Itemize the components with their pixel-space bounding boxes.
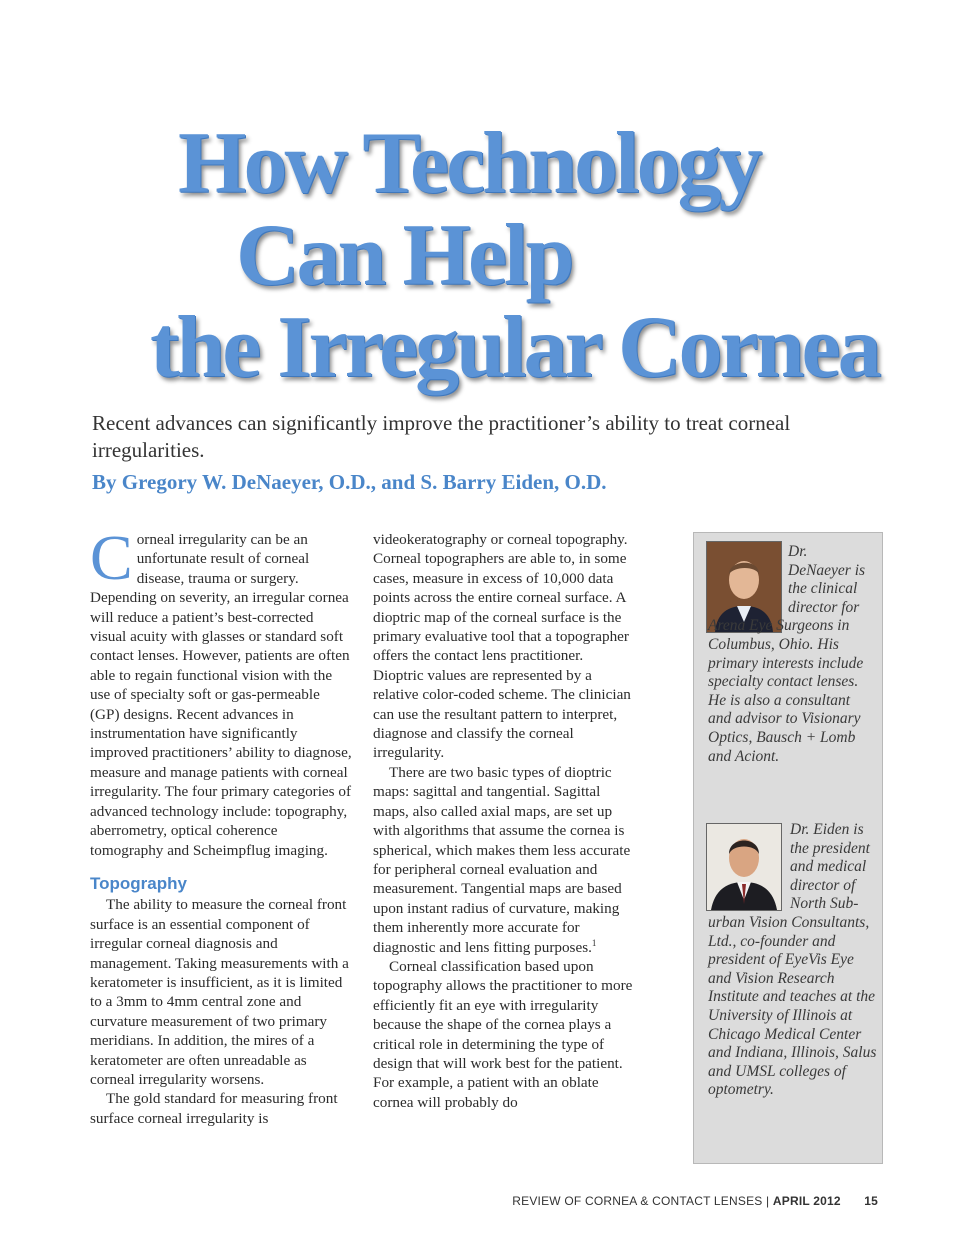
- body-paragraph: Corneal classification based upon topography allows the practitioner to more efficiently fit an eye with irregularity because the shape of the cornea plays a critical role in determining the type of design that will work best for the patient. For example, a patient with an oblate cornea will probably do: [373, 957, 633, 1111]
- bio-eiden-head: Dr. Eiden is the president and medical director of North Sub-: [790, 821, 870, 913]
- page-number: 15: [864, 1194, 878, 1208]
- bio-eiden-body: urban Vision Consultants, Ltd., co-founder and president of EyeVis Eye and Vision Research Institute and teaches at the University of Illinois at Chicago Medical Center and Indiana, Illinois, Salus and UMSL colleges of optometry.: [708, 913, 877, 1099]
- bio-eiden: [708, 821, 878, 1100]
- bio-denaeyer-body: Arena Eye Surgeons in Columbus, Ohio. His primary interests include specialty contact lenses. He is also a consultant and advisor to Visionary Optics, Bausch + Lomb and Aciont.: [708, 617, 864, 765]
- bio-denaeyer: [708, 543, 874, 766]
- body-paragraph: The ability to measure the corneal front surface is an essential component of irregular corneal diagnosis and management. Taking measurements with a keratometer is insufficient, as it is limited to a 3mm to 4mm central zone and curvature measurement of two primary meridians. In addition, the mires of a keratometer are often unreadable as corneal irregularity worsens.: [90, 896, 349, 1088]
- body-paragraph: [373, 763, 635, 957]
- body-paragraph: The gold standard for measuring front surface corneal irregularity is: [90, 1090, 338, 1127]
- title-line-2: Can Help: [236, 207, 572, 304]
- intro-text: orneal irregularity can be an unfortunate result of corneal disease, trauma or surgery. Depending on severity, an irregular cornea will reduce a patient’s best-corrected visual acuity with glasses or standard soft contact lenses. However, patients are often able to regain functional vision with the use of specialty soft or gas-permeable (GP) designs. Recent advances in instrumentation have significantly improved practitioners’ ability to diagnose, measure and manage patients with corneal irregularity. The four primary categories of advanced technology include: topography, aberrometry, optical coherence tomography and Scheimpflug imaging.: [90, 531, 352, 859]
- issue-date: APRIL 2012: [772, 1194, 841, 1208]
- body-paragraph-text: There are two basic types of dioptric maps: sagittal and tangential. Sagittal maps, also called axial maps, are set up with algorithms that assume the cornea is spherical, which makes them less accurate for peripheral corneal evaluation and measurement. Tangential maps are based upon instant radius of curvature, making them inherently more accurate for diagnostic and lens fitting purposes.: [373, 763, 631, 956]
- drop-cap: C: [90, 522, 133, 593]
- text-column-1: [90, 522, 352, 1128]
- article-byline: By Gregory W. DeNaeyer, O.D., and S. Barry Eiden, O.D.: [92, 470, 607, 494]
- publication-name: REVIEW OF CORNEA & CONTACT LENSES |: [512, 1194, 770, 1208]
- title-line-1: How Technology: [178, 115, 760, 212]
- intro-paragraph: [90, 522, 352, 860]
- section-heading-topography: Topography: [90, 873, 187, 893]
- author-sidebar: [693, 532, 883, 1164]
- bio-denaeyer-head: Dr. DeNaeyer is the clinical director for: [788, 543, 866, 616]
- body-paragraph: videokeratography or corneal topography. Corneal topographers are able to, in some cases, measure in excess of 10,000 data points across the entire corneal surface. A dioptric map of the corneal surface is the primary evaluative tool that a topographer offers the contact lens practitioner. Dioptric values are represented by a relative color-coded scheme. The clinician can use the resultant pattern to interpret, diagnose and classify the corneal irregularity.: [373, 531, 631, 762]
- footnote-ref: 1: [591, 937, 597, 948]
- article-deck: Recent advances can significantly improve the practitioner’s ability to treat corneal irregularities.: [92, 411, 791, 462]
- page-footer: [512, 1194, 878, 1208]
- title-line-3: the Irregular Cornea: [150, 299, 879, 396]
- text-column-2: [373, 530, 635, 1112]
- article-title: [0, 115, 960, 396]
